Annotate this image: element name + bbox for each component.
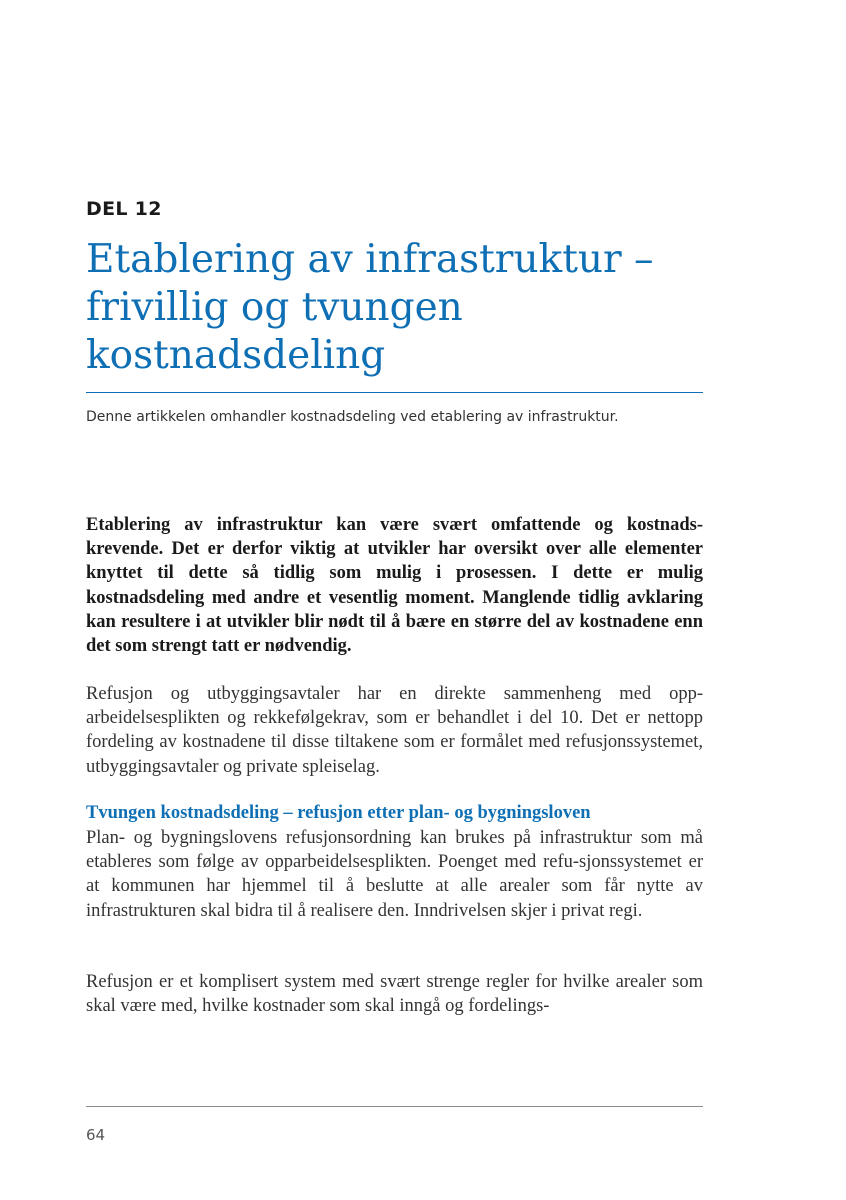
- page-number: 64: [86, 1126, 106, 1144]
- part-label: DEL 12: [86, 198, 162, 220]
- page-title: Etablering av infrastruktur – frivillig og tvungen kostnadsdeling: [86, 237, 654, 378]
- body-paragraph-1: Refusjon og utbyggingsavtaler har en direkte sammenheng med opp-arbeidelsesplikten og rekkefølgekrav, som er behandlet i del 10. Det er nettopp fordeling av kostnadene til disse tiltakene som er formålet med refusjonssystemet, utbyggingsavtaler og private spleiselag.: [86, 684, 703, 777]
- title-divider: [86, 392, 703, 393]
- section-subheading: Tvungen kostnadsdeling – refusjon etter plan- og bygningsloven: [86, 803, 591, 823]
- body-paragraph-3: Refusjon er et komplisert system med svært strenge regler for hvilke arealer som skal være med, hvilke kostnader som skal inngå og fordelings-: [86, 972, 703, 1017]
- lead-paragraph: Etablering av infrastruktur kan være svært omfattende og kostnads-krevende. Det er derfor viktig at utvikler har oversikt over alle elementer knyttet til dette så tidlig som mulig i prosessen. I dette er mulig kostnadsdeling med andre et vesentlig moment. Manglende tidlig avklaring kan resultere i at utvikler blir nødt til å bære en større del av kostnadene enn det som strengt tatt er nødvendig.: [86, 515, 703, 657]
- footer-divider: [86, 1106, 703, 1107]
- intro-text: Denne artikkelen omhandler kostnadsdeling ved etablering av infrastruktur.: [86, 409, 619, 425]
- body-paragraph-2: Plan- og bygningslovens refusjonsordning kan brukes på infrastruktur som må etableres som følge av opparbeidelsesplikten. Poenget med refu-sjonssystemet er at kommunen har hjemmel til å beslutte at alle arealer som får nytte av infrastrukturen skal bidra til å realisere den. Inndrivelsen skjer i privat regi.: [86, 828, 703, 921]
